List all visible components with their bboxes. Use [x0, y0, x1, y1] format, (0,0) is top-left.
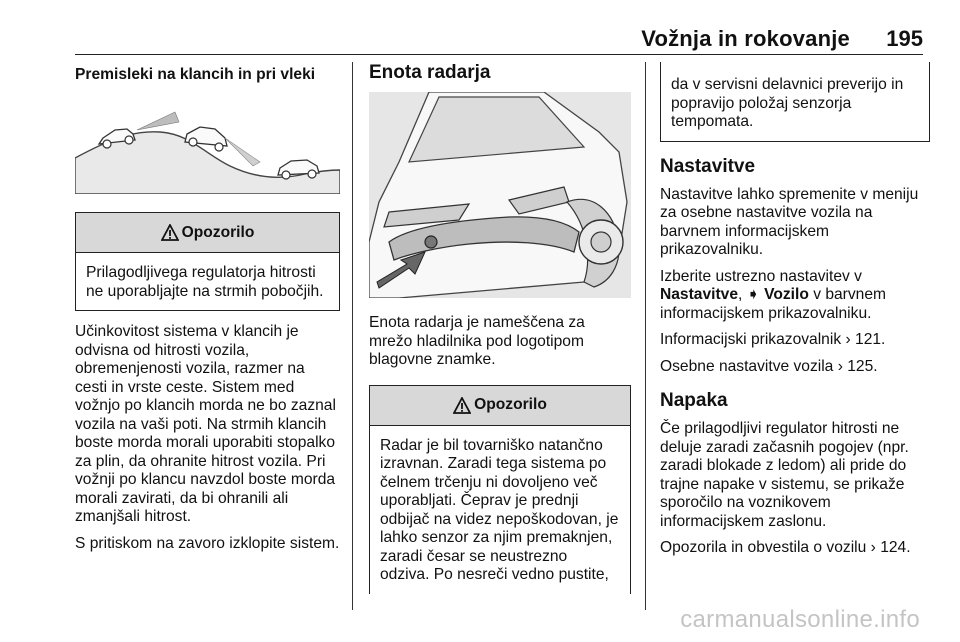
left-column [75, 62, 340, 561]
menu-settings: Nastavitve [660, 286, 739, 303]
subheading-hills-towing: Premisleki na klancih in pri vleki [75, 66, 316, 83]
settings-select-paragraph [660, 268, 930, 324]
warning-triangle-icon [161, 224, 179, 241]
warning-continued-box: da v servisni delavnici preverijo in popravijo položaj senzorja tempomata. [660, 62, 930, 142]
ref-warnings [660, 539, 930, 558]
radar-location-paragraph: Enota radarja je nameščena za mrežo hladilnika pod logotipom blagovne znamke. [369, 314, 585, 368]
header-rule [75, 54, 923, 55]
menu-separator: , [738, 286, 747, 303]
brake-paragraph: S pritiskom na zavoro izklopite sistem. [75, 534, 340, 552]
menu-arrow-icon: ➧ [746, 286, 765, 303]
warning-box-hills [75, 212, 340, 311]
ref-personal-settings [660, 358, 930, 377]
page-ref-icon: › [845, 331, 851, 348]
warning-body: Prilagodljivega regulatorja hitrosti ne uporabljajte na strmih pobočjih. [86, 264, 324, 300]
cars-on-hills-illustration [75, 94, 340, 194]
fault-paragraph: Če prilagodljivi regulator hitrosti ne deluje zaradi začasnih pogojev (npr. zaradi blokade z ledom) ali pride do trajne napake v sistemu, se prikaže sporočilo na voznikovem informacijskem zaslonu. [660, 420, 909, 530]
middle-column [369, 62, 631, 594]
right-column [660, 62, 930, 566]
settings-paragraph: Nastavitve lahko spremenite v meniju za osebne nastavitve vozila na barvnem informacijskem prikazovalniku. [660, 185, 919, 258]
warning-title: Opozorilo [181, 223, 255, 241]
ref-personal-settings-text: Osebne nastavitve vozila [660, 357, 834, 375]
page-number: 195 [886, 26, 923, 51]
warning-header [76, 213, 339, 253]
column-divider-1 [352, 62, 353, 610]
settings-select-suffix: v barvnem informacijskem prikazovalniku. [660, 286, 887, 322]
page-header [0, 0, 960, 55]
menu-vehicle: Vozilo [764, 286, 809, 303]
warning-triangle-icon [453, 397, 471, 414]
page-ref-icon: › [837, 357, 843, 375]
warning-body-radar: Radar je bil tovarniško natančno izravnan. Zaradi tega sistema po čelnem trčenju ni dovoljeno več uporabljati. Čeprav je prednji odbijač na videz nepoškodovan, je lahko senzor za njim premaknjen, zaradi česar se neustrezno odziva. Po nesreči vedno pustite, [380, 436, 619, 583]
warning-box-radar [369, 385, 631, 594]
column-divider-2 [645, 62, 646, 610]
warning-title-radar: Opozorilo [474, 396, 547, 413]
hills-paragraph: Učinkovitost sistema v klancih je odvisna od hitrosti vozila, obremenjenosti vozila, razmer na cesti in vrste ceste. Sistem med vožnjo po klancih morda ne bo zaznal vozila na vaši poti. Na strmih klancih boste morda morali uporabiti stopalko za plin, da ohranite hitrost vozila. Pri vožnji po klancu navzdol boste morda morali zavirati, da bi ohranili ali zmanjšali hitrost. [75, 323, 336, 525]
ref-warnings-page: 124. [880, 539, 911, 556]
settings-select-prefix: Izberite ustrezno nastavitev v [660, 267, 862, 285]
ref-personal-settings-page: 125. [847, 357, 878, 375]
page-ref-icon: › [870, 539, 876, 556]
ref-info-display-page: 121. [855, 331, 886, 348]
ref-warnings-text: Opozorila in obvestila o vozilu [660, 539, 867, 556]
ref-info-display [660, 331, 930, 350]
radar-unit-heading: Enota radarja [369, 62, 491, 83]
fault-heading: Napaka [660, 390, 728, 411]
car-front-radar-illustration [369, 92, 631, 298]
ref-info-display-text: Informacijski prikazovalnik [660, 331, 842, 348]
page-title: Vožnja in rokovanje [641, 26, 850, 51]
settings-heading: Nastavitve [660, 155, 756, 177]
watermark: carmanualsonline.info [680, 606, 920, 633]
warning-header-radar [370, 386, 630, 426]
